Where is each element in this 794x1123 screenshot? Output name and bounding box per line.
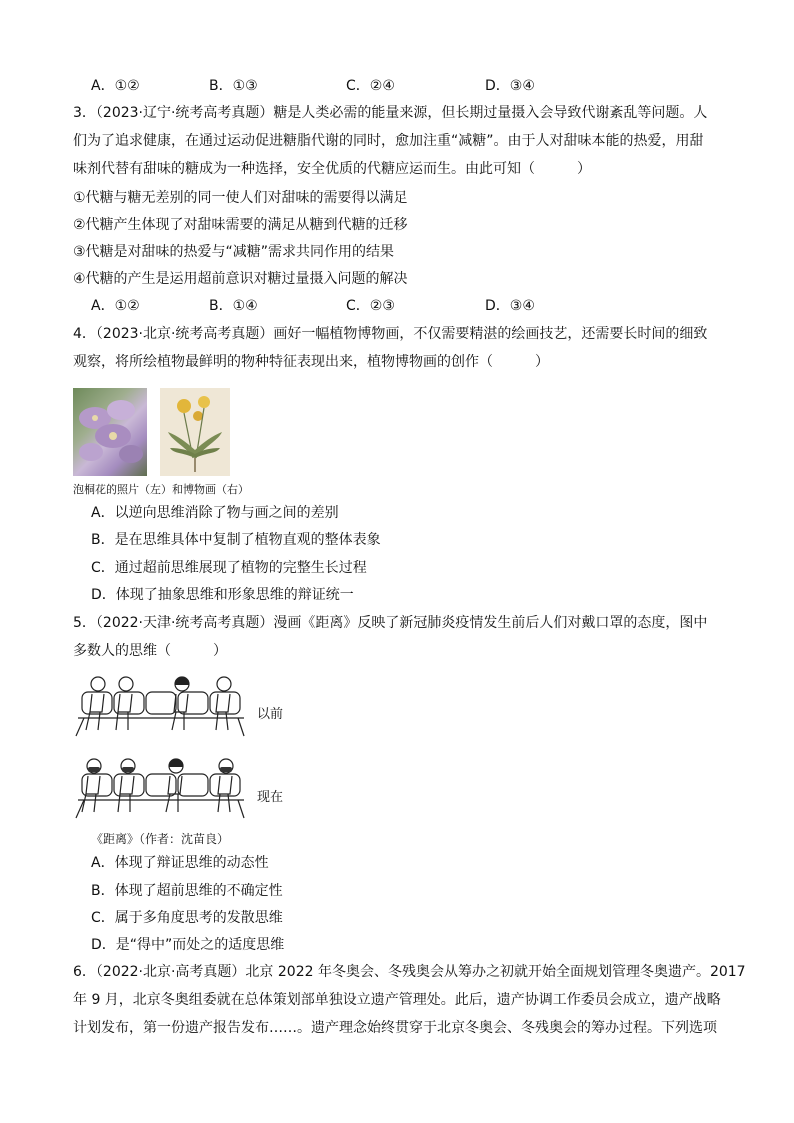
- q3-statement-3: ③代糖是对甜味的热爱与“减糖”需求共同作用的结果: [73, 244, 395, 260]
- q3-option-a[interactable]: A．①②: [91, 298, 140, 314]
- botanical-painting: [160, 388, 230, 476]
- q5-option-d[interactable]: D．是“得中”而处之的适度思维: [91, 937, 285, 953]
- q5-image-caption: 《距离》（作者：沈苗良）: [91, 832, 230, 846]
- q4-image-caption: 泡桐花的照片（左）和博物画（右）: [73, 483, 249, 496]
- label-before: 以前: [257, 707, 284, 722]
- q5-option-b[interactable]: B．体现了超前思维的不确定性: [91, 883, 283, 899]
- q6-stem-line-1: 6．（2022·北京·高考真题）北京 2022 年冬奥会、冬残奥会从筹办之初就开始全面规划管理冬奥遗产。2017: [73, 964, 746, 980]
- q5-option-a[interactable]: A．体现了辩证思维的动态性: [91, 855, 269, 871]
- q3-statement-4: ④代糖的产生是运用超前意识对糖过量摄入问题的解决: [73, 271, 408, 287]
- q4-option-c[interactable]: C．通过超前思维展现了植物的完整生长过程: [91, 560, 367, 576]
- q3-statement-1: ①代糖与糖无差别的同一使人们对甜味的需要得以满足: [73, 190, 408, 206]
- q2-option-d[interactable]: D．③④: [485, 78, 535, 94]
- q3-option-c[interactable]: C．②③: [346, 298, 395, 314]
- q6-stem-line-3: 计划发布，第一份遗产报告发布……。遗产理念始终贯穿于北京冬奥会、冬残奥会的筹办过程。下列选项: [73, 1020, 717, 1036]
- q5-stem-line-1: 5．（2022·天津·统考高考真题）漫画《距离》反映了新冠肺炎疫情发生前后人们对戴口罩的态度，图中: [73, 615, 708, 631]
- q3-statement-2: ②代糖产生体现了对甜味需要的满足从糖到代糖的迁移: [73, 217, 408, 233]
- q5-stem-line-2: 多数人的思维（ ）: [73, 643, 227, 659]
- q2-option-a[interactable]: A．①②: [91, 78, 140, 94]
- q3-option-b[interactable]: B．①④: [209, 298, 258, 314]
- cartoon-now: [72, 754, 248, 824]
- paulownia-photo: [73, 388, 147, 476]
- q4-option-a[interactable]: A．以逆向思维消除了物与画之间的差别: [91, 505, 339, 521]
- q2-option-c[interactable]: C．②④: [346, 78, 395, 94]
- q4-option-d[interactable]: D．体现了抽象思维和形象思维的辩证统一: [91, 587, 354, 603]
- q3-stem-line-3: 味剂代替有甜味的糖成为一种选择，安全优质的代糖应运而生。由此可知（ ）: [73, 161, 591, 177]
- q3-option-d[interactable]: D．③④: [485, 298, 535, 314]
- q6-stem-line-2: 年 9 月，北京冬奥组委就在总体策划部单独设立遗产管理处。此后，遗产协调工作委员会成立，遗产战略: [73, 992, 721, 1008]
- q5-option-c[interactable]: C．属于多角度思考的发散思维: [91, 910, 283, 926]
- q4-stem-line-1: 4．（2023·北京·统考高考真题）画好一幅植物博物画，不仅需要精湛的绘画技艺，还需要长时间的细致: [73, 326, 708, 342]
- q4-option-b[interactable]: B．是在思维具体中复制了植物直观的整体表象: [91, 532, 381, 548]
- q2-option-b[interactable]: B．①③: [209, 78, 258, 94]
- q3-stem-line-1: 3．（2023·辽宁·统考高考真题）糖是人类必需的能量来源，但长期过量摄入会导致代谢紊乱等问题。人: [73, 105, 708, 121]
- q4-stem-line-2: 观察，将所绘植物最鲜明的物种特征表现出来，植物博物画的创作（ ）: [73, 354, 549, 370]
- q3-stem-line-2: 们为了追求健康，在通过运动促进糖脂代谢的同时，愈加注重“减糖”。由于人对甜味本能的热爱，用甜: [73, 133, 704, 149]
- cartoon-before: [72, 672, 248, 742]
- label-now: 现在: [257, 790, 284, 805]
